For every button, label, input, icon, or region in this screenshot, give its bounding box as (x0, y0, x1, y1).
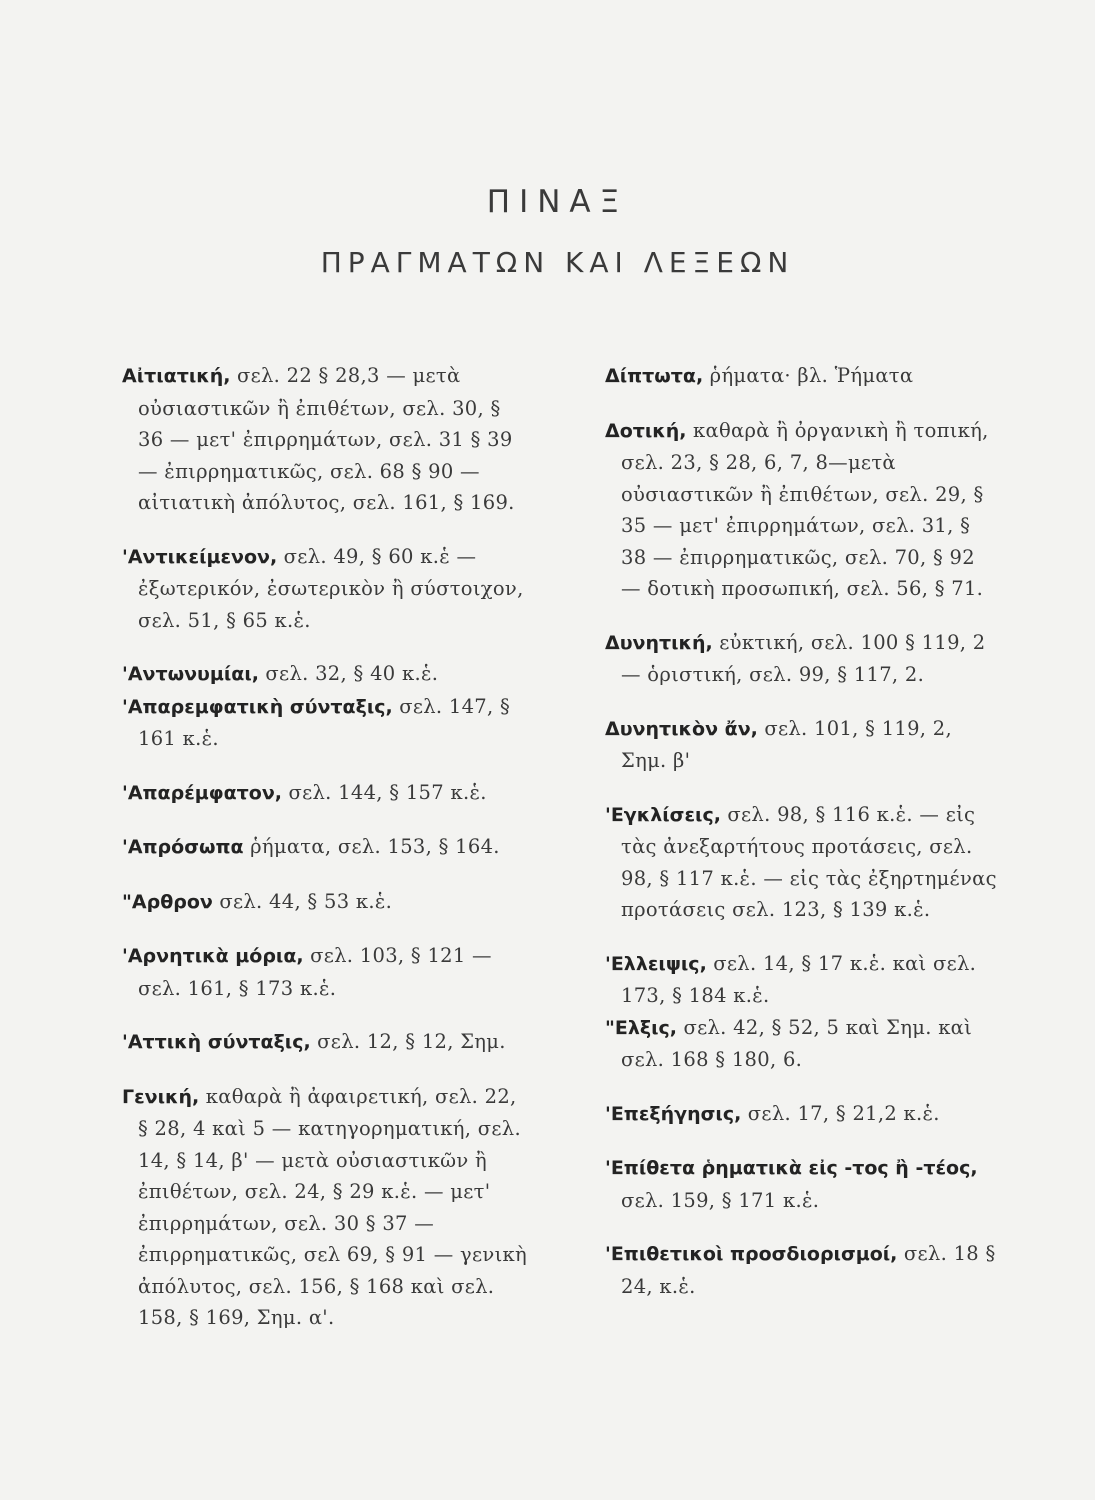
entry-text: σελ. 12, § 12, Σημ. (310, 1030, 506, 1053)
entry-head: 'Επεξήγησις, (605, 1102, 742, 1125)
entry-head: 'Επίθετα ῥηματικὰ εἰς -τος ἢ -τέος, (605, 1157, 978, 1179)
entry-text: σελ. 144, § 157 κ.ἑ. (282, 780, 487, 804)
entry-text: σελ. 42, § 52, 5 καὶ Σημ. καὶ σελ. 168 § 180, 6. (621, 1015, 973, 1071)
index-entry (122, 777, 530, 810)
right-column (605, 360, 1000, 1302)
index-entry (605, 360, 1000, 393)
left-column (122, 360, 530, 1334)
entry-text: σελ. 101, § 119, 2, Σημ. β' (621, 716, 953, 772)
entry-head: 'Αντικείμενον, (122, 545, 278, 568)
entry-text: σελ. 17, § 21,2 κ.ἑ. (741, 1101, 940, 1125)
entry-text: εὐκτική, σελ. 100 § 119, 2 — ὁριστική, σελ. 99, § 117, 2. (621, 630, 986, 686)
index-entry (605, 799, 1000, 926)
entry-head: 'Απρόσωπα (122, 836, 244, 858)
index-entry (605, 415, 1000, 605)
index-entry (122, 658, 530, 691)
entry-text: σελ. 147, § 161 κ.ἑ. (138, 694, 511, 750)
entry-text: σελ. 49, § 60 κ.ἑ — ἐξωτερικόν, ἐσωτερικὸν ἢ σύστοιχον, σελ. 51, § 65 κ.ἑ. (138, 544, 524, 632)
index-entry (605, 1012, 1000, 1076)
entry-head: 'Ελλειψις, (605, 952, 707, 975)
index-entry (605, 713, 1000, 777)
entry-text: ῥήματα, σελ. 153, § 164. (243, 835, 500, 858)
index-entry (122, 360, 530, 519)
index-entry (605, 948, 1000, 1012)
entry-text: σελ. 14, § 17 κ.ἑ. καὶ σελ. 173, § 184 κ.ἑ. (621, 951, 977, 1007)
entry-text: σελ. 44, § 53 κ.ἑ. (212, 889, 393, 913)
entry-head: 'Αρνητικὰ μόρια, (122, 945, 304, 967)
entry-head: 'Αντωνυμίαι, (122, 663, 259, 685)
entry-head: 'Απαρεμφατικὴ σύνταξις, (122, 695, 393, 718)
entry-head: Γενική, (122, 1085, 200, 1108)
entry-text: σελ. 98, § 116 κ.ἑ. — εἰς τὰς ἀνεξαρτήτους προτάσεις, σελ. 98, § 117 κ.ἑ. — εἰς τὰς ἐξηρτημένας προτάσεις σελ. 123, § 139 κ.ἑ. (621, 802, 997, 921)
entry-text: καθαρὰ ἢ ἀφαιρετική, σελ. 22, § 28, 4 καὶ 5 — κατηγορηματική, σελ. 14, § 14, β' — μετὰ οὐσιαστικῶν ἢ ἐπιθέτων, σελ. 24, § 29 κ.ἑ. — μετ' ἐπιρρημάτων, σελ. 30 § 37 — ἐπιρρηματικῶς, σελ 69, § 91 — γενικὴ ἀπόλυτος, σελ. 156, § 168 καὶ σελ. 158, § 169, Σημ. α'. (138, 1084, 527, 1329)
entry-head: "Ελξις, (605, 1016, 678, 1039)
entry-head: Αἰτιατική, (122, 365, 231, 387)
entry-text: σελ. 18 § 24, κ.ἑ. (621, 1242, 996, 1298)
entry-text: καθαρὰ ἢ ὀργανικὴ ἢ τοπική, σελ. 23, § 28, 6, 7, 8—μετὰ οὐσιαστικῶν ἢ ἐπιθέτων, σελ. 29, § 35 — μετ' ἐπιρρημάτων, σελ. 31, § 38 — ἐπιρρηματικῶς, σελ. 70, § 92 — δοτικὴ προσωπική, σελ. 56, § 71. (621, 418, 989, 600)
page-subtitle: ΠΡΑΓΜΑΤΩΝ ΚΑΙ ΛΕΞΕΩΝ (320, 246, 795, 279)
entry-head: 'Επιθετικοὶ προσδιορισμοί, (605, 1243, 898, 1265)
index-entry (122, 886, 530, 919)
entry-head: Δυνητικὸν ἄν, (605, 717, 758, 740)
entry-head: Δοτική, (605, 419, 687, 442)
entry-head: Δίπτωτα, (605, 365, 704, 387)
index-entry (122, 541, 530, 637)
index-entry (122, 940, 530, 1004)
index-entry (605, 1152, 1000, 1216)
index-entry (605, 1238, 1000, 1302)
entry-head: "Αρθρον (122, 890, 213, 913)
index-entry (122, 831, 530, 864)
index-entry (122, 1026, 530, 1059)
entry-text: ῥήματα· βλ. Ῥήματα (703, 364, 914, 387)
entry-head: 'Εγκλίσεις, (605, 803, 721, 826)
entry-head: 'Αττικὴ σύνταξις, (122, 1031, 311, 1053)
entry-head: Δυνητική, (605, 631, 713, 654)
entry-text: σελ. 22 § 28,3 — μετὰ οὐσιαστικῶν ἢ ἐπιθέτων, σελ. 30, § 36 — μετ' ἐπιρρημάτων, σελ. 31 § 39 — ἐπιρρηματικῶς, σελ. 68 § 90 — αἰτιατικὴ ἀπόλυτος, σελ. 161, § 169. (138, 364, 515, 514)
index-entry (605, 1098, 1000, 1131)
index-entry (122, 1081, 530, 1334)
entry-text: σελ. 103, § 121 — σελ. 161, § 173 κ.ἑ. (138, 944, 492, 1000)
entry-text: σελ. 159, § 171 κ.ἑ. (621, 1188, 820, 1212)
page-header (0, 184, 1095, 279)
index-entry (605, 627, 1000, 691)
entry-head: 'Απαρέμφατον, (122, 781, 283, 804)
page-title: ΠΙΝΑΞ (486, 184, 629, 220)
index-entry (122, 691, 530, 755)
entry-text: σελ. 32, § 40 κ.ἑ. (258, 662, 439, 685)
